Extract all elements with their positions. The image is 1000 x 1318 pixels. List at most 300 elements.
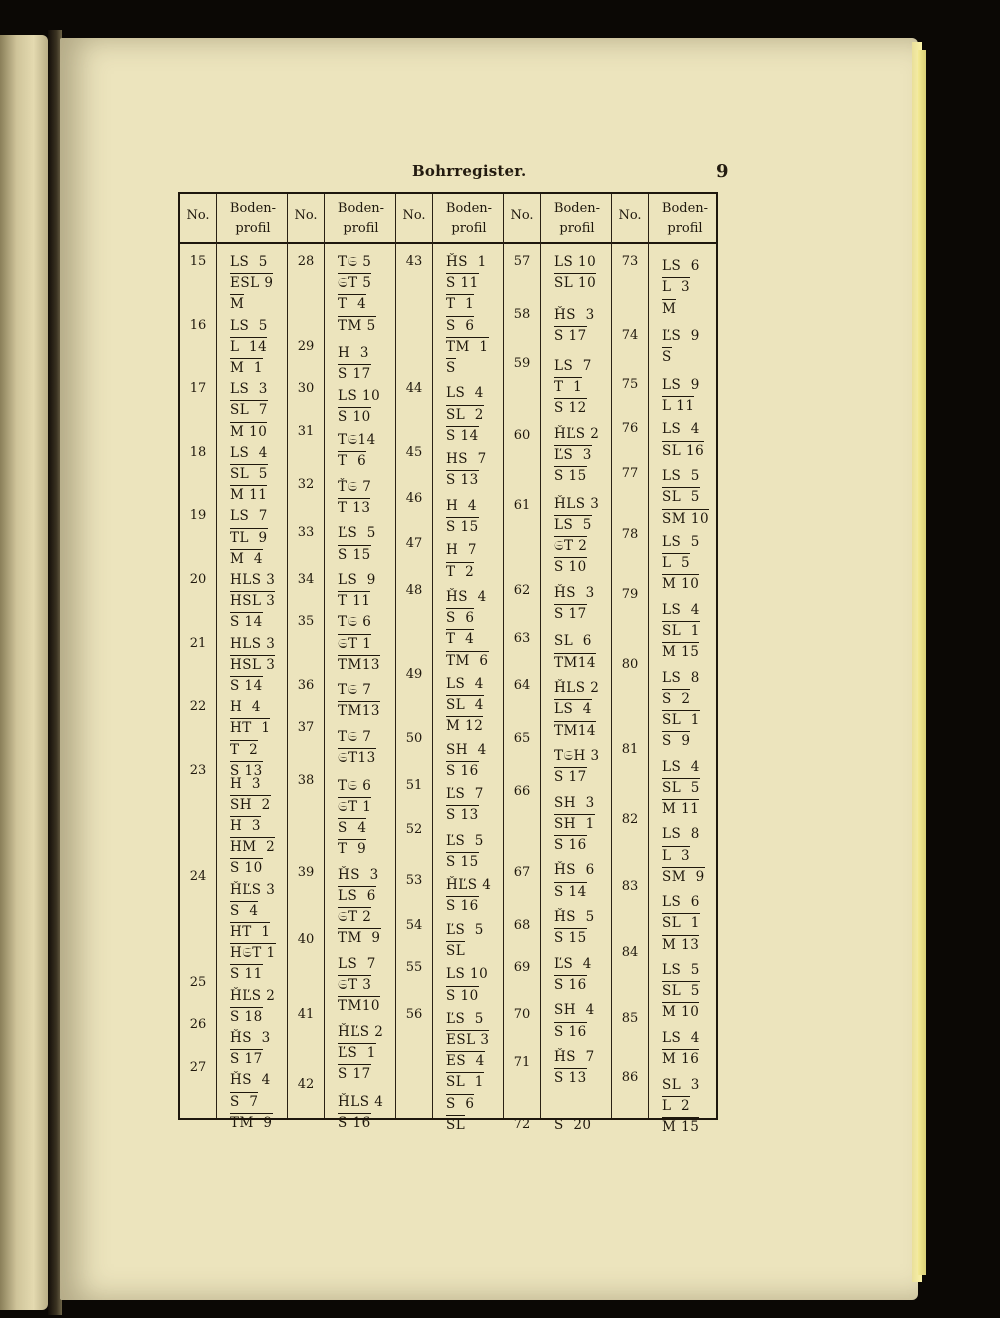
sample-number: 65 [513, 731, 531, 746]
profile-entry [662, 328, 700, 344]
profile-text: ȞĽS 3 [230, 881, 276, 898]
profile-text: S 9 [662, 733, 691, 750]
profile-entry [230, 551, 263, 567]
profile-entry [338, 572, 376, 588]
profile-text: SL [446, 943, 466, 959]
header-no: No. [186, 208, 210, 223]
profile-text: L 3 [662, 279, 691, 296]
profile-text: S 16 [554, 976, 587, 993]
sample-number: 42 [297, 1076, 315, 1092]
profile-entry [338, 909, 371, 925]
profile-text: M 15 [662, 644, 700, 661]
profile-entry [446, 472, 479, 488]
profile-text: LS 7 [554, 357, 592, 374]
profile-text: ĽS 7 [446, 786, 484, 803]
sample-number: 35 [297, 614, 315, 630]
profile-text: S 4 [230, 902, 259, 919]
profile-text: L 2 [662, 1097, 691, 1114]
profile-entry [554, 585, 595, 601]
profile-entry [662, 826, 700, 842]
profile-text: M 4 [230, 550, 263, 567]
profile-entry [554, 748, 600, 764]
profile-entry [662, 1098, 690, 1114]
profile-entry [446, 498, 477, 514]
profile-text: M 13 [662, 936, 700, 953]
header-no: No. [294, 208, 318, 223]
sample-number: 53 [405, 873, 423, 889]
profile-text: S 11 [446, 275, 479, 292]
profile-entry [446, 786, 484, 802]
profile-text: 𝔖T 2 [338, 909, 372, 926]
profile-text: H 7 [446, 542, 477, 559]
profile-text: S 14 [446, 427, 479, 444]
profile-text: LS 10 [446, 966, 489, 983]
profile-entry [338, 432, 376, 448]
profile-entry [446, 564, 474, 580]
profile-entry [338, 682, 371, 698]
profile-entry [662, 349, 672, 365]
profile-entry [230, 445, 268, 461]
profile-text: T 9 [338, 841, 367, 858]
profile-text: ĽS 5 [446, 921, 484, 938]
profile-text: LS 4 [662, 421, 700, 438]
profile-text: M 12 [446, 718, 484, 735]
profile-entry [662, 1051, 699, 1067]
profile-text: S 10 [338, 408, 371, 425]
sample-number: 60 [513, 427, 531, 443]
profile-text: S 13 [446, 472, 479, 489]
sample-number: 39 [297, 864, 315, 880]
profile-entry [230, 839, 275, 855]
sample-number: 48 [405, 582, 423, 598]
sample-number: 70 [513, 1006, 531, 1022]
profile-text: H 3 [230, 775, 261, 792]
sample-number: 21 [189, 635, 207, 651]
profile-text: TL 9 [230, 529, 268, 546]
profile-entry [338, 998, 380, 1014]
sample-number: 24 [189, 868, 207, 884]
header-bodenprofil [432, 199, 506, 239]
sample-number: 20 [189, 572, 207, 587]
sample-number: 37 [297, 720, 315, 736]
sample-number: 55 [405, 959, 423, 975]
profile-text: HLS 3 [230, 572, 276, 588]
profile-entry [446, 1053, 485, 1069]
profile-entry [554, 517, 592, 533]
profile-entry [662, 443, 704, 459]
profile-text: T𝔖 5 [338, 254, 372, 270]
profile-text: LS 6 [338, 887, 376, 904]
column-rule [540, 194, 541, 1118]
profile-text: SL 1 [662, 711, 700, 728]
profile-text: L 14 [230, 338, 268, 355]
profile-entry [230, 776, 261, 792]
profile-text: T𝔖14 [338, 432, 376, 449]
profile-entry [230, 699, 261, 715]
profile-entry [662, 983, 700, 999]
profile-text: T 4 [338, 296, 367, 313]
sample-number: 52 [405, 822, 423, 838]
profile-text: SL 5 [662, 779, 700, 796]
profile-text: TM13 [338, 656, 381, 673]
header-bodenprofil [324, 199, 398, 239]
profile-entry [446, 833, 484, 849]
sample-number: 79 [621, 586, 639, 602]
profile-text: LS 7 [230, 508, 268, 525]
sample-number: 18 [189, 444, 207, 460]
profile-text: S 10 [554, 559, 587, 576]
profile-text: M 11 [230, 487, 268, 504]
profile-text: HS 7 [446, 451, 487, 468]
profile-text: ȞS 3 [554, 307, 595, 323]
profile-text: S 6 [446, 317, 475, 334]
profile-text: LS 3 [230, 381, 268, 398]
profile-entry [662, 1077, 700, 1093]
profile-entry [338, 778, 371, 794]
profile-entry [662, 258, 700, 274]
profile-entry [662, 1030, 700, 1046]
profile-entry [554, 447, 592, 463]
profile-text: S [446, 360, 456, 376]
profile-text: 𝔖T 1 [338, 635, 372, 652]
sample-number: 43 [405, 254, 423, 269]
profile-text: S 7 [230, 1093, 259, 1110]
profile-entry [230, 360, 263, 376]
profile-entry [230, 657, 275, 673]
profile-entry [662, 576, 699, 592]
profile-text: ĽS 1 [338, 1044, 376, 1061]
profile-text: T 6 [338, 453, 367, 470]
profile-text: HLS 3 [230, 635, 276, 652]
sample-number: 75 [621, 376, 639, 392]
profile-entry [230, 818, 261, 834]
sample-number: 73 [621, 254, 639, 269]
profile-text: S 4 [338, 820, 367, 837]
profile-entry [230, 254, 268, 270]
profile-entry [338, 254, 371, 270]
profile-entry [554, 254, 596, 270]
profile-entry [662, 869, 705, 885]
sample-number: 83 [621, 879, 639, 895]
profile-entry [554, 468, 587, 484]
profile-entry [662, 602, 700, 618]
profile-entry [554, 655, 596, 671]
column-rule [648, 194, 649, 1118]
column-rule [216, 194, 217, 1118]
profile-entry [338, 930, 381, 946]
profile-text: SL 1 [446, 1074, 484, 1091]
running-head: Bohrregister. [412, 162, 527, 180]
profile-entry [446, 676, 484, 692]
sample-number: 77 [621, 466, 639, 481]
column-rule [432, 194, 433, 1118]
profile-text: T𝔖H 3 [554, 747, 600, 764]
sample-number: 58 [513, 307, 531, 322]
profile-entry [230, 381, 268, 397]
profile-entry [554, 328, 587, 344]
profile-entry [230, 593, 275, 609]
sample-number: 16 [189, 317, 207, 333]
profile-entry [230, 882, 275, 898]
profile-entry [554, 606, 587, 622]
header-profile-line: profil [343, 221, 379, 236]
profile-entry [338, 1115, 371, 1131]
header-no: No. [510, 208, 534, 223]
profile-entry [338, 820, 366, 836]
profile-entry [446, 610, 474, 626]
profile-text: ȞS 3 [338, 866, 379, 883]
profile-entry [662, 623, 700, 639]
profile-text: S 17 [230, 1051, 263, 1068]
profile-entry [662, 691, 690, 707]
profile-entry [662, 801, 699, 817]
profile-text: TM 1 [446, 338, 489, 355]
profile-text: S 17 [554, 605, 587, 622]
profile-entry [230, 797, 271, 813]
profile-text: SL 5 [662, 489, 700, 506]
profile-text: ȞS 5 [554, 909, 595, 926]
profile-text: ȞS 3 [230, 1029, 271, 1046]
profile-text: SM 9 [662, 868, 705, 885]
profile-text: LS 8 [662, 826, 700, 843]
profile-text: S 16 [446, 898, 479, 915]
profile-entry [230, 614, 263, 630]
profile-entry [338, 479, 371, 495]
profile-entry [230, 636, 275, 652]
profile-entry [662, 1119, 699, 1135]
profile-text: HT 1 [230, 923, 271, 940]
profile-text: 𝔖T 2 [554, 538, 588, 555]
profile-entry [338, 1024, 383, 1040]
profile-entry [338, 275, 371, 291]
profile-text: M 15 [662, 1118, 700, 1135]
sample-number: 28 [297, 254, 315, 269]
profile-text: TM13 [338, 703, 381, 720]
profile-entry [338, 750, 376, 766]
profile-entry [554, 1049, 595, 1065]
header-profile-line: profil [667, 221, 703, 236]
profile-entry [554, 1024, 587, 1040]
profile-text: LS 5 [554, 516, 592, 533]
header-bodenprofil [648, 199, 722, 239]
profile-entry [338, 453, 366, 469]
profile-text: S 16 [338, 1114, 371, 1131]
profile-entry [554, 358, 592, 374]
profile-entry [230, 1051, 263, 1067]
profile-entry [230, 424, 267, 440]
profile-text: M 11 [662, 800, 700, 817]
profile-entry [230, 1030, 271, 1046]
profile-text: M [662, 300, 677, 317]
profile-entry [554, 275, 596, 291]
profile-text: ȞS 1 [446, 254, 487, 270]
profile-text: LS 5 [662, 468, 700, 485]
profile-entry [554, 1117, 592, 1133]
profile-entry [230, 296, 244, 312]
header-profile-line: Boden- [229, 201, 277, 216]
profile-text: T 2 [446, 563, 475, 580]
profile-entry [662, 733, 690, 749]
sample-number: 22 [189, 699, 207, 715]
profile-entry [554, 496, 599, 512]
profile-text: M 10 [662, 576, 700, 593]
profile-text: S 11 [230, 966, 263, 983]
profile-entry [446, 589, 487, 605]
sample-number: 76 [621, 421, 639, 437]
profile-entry [230, 508, 268, 524]
profile-entry [446, 653, 489, 669]
profile-text: SH 3 [554, 794, 595, 811]
profile-entry [446, 385, 484, 401]
profile-entry [338, 841, 366, 857]
profile-text: SH 4 [446, 741, 487, 758]
profile-text: S 16 [446, 762, 479, 779]
profile-entry [446, 898, 479, 914]
profile-text: ĽS 5 [446, 832, 484, 849]
profile-entry [446, 428, 479, 444]
profile-entry [446, 254, 487, 270]
profile-entry [662, 555, 690, 571]
profile-text: T 2 [230, 741, 259, 758]
profile-text: Ť𝔖 7 [338, 478, 372, 495]
profile-entry [338, 593, 370, 609]
profile-entry [554, 884, 587, 900]
profile-entry [554, 977, 587, 993]
profile-text: S 10 [446, 987, 479, 1004]
sample-number: 66 [513, 784, 531, 799]
profile-entry [554, 769, 587, 785]
profile-entry [230, 530, 268, 546]
profile-text: SL 3 [662, 1076, 700, 1093]
profile-entry [554, 400, 587, 416]
profile-entry [338, 799, 371, 815]
profile-text: S 15 [554, 930, 587, 947]
profile-text: SH 1 [554, 815, 595, 832]
profile-text: LS 10 [554, 254, 597, 270]
header-profile-line: profil [235, 221, 271, 236]
profile-entry [230, 742, 258, 758]
profile-entry [338, 956, 376, 972]
profile-text: T 11 [338, 593, 371, 610]
profile-text: S 15 [446, 519, 479, 535]
profile-entry [554, 795, 595, 811]
profile-entry [662, 398, 694, 414]
profile-entry [338, 614, 371, 630]
profile-entry [230, 903, 258, 919]
profile-text: S 17 [338, 366, 371, 383]
profile-text: S 20 [554, 1116, 592, 1133]
profile-text: S 16 [554, 1023, 587, 1040]
profile-entry [662, 301, 676, 317]
page-number: 9 [716, 161, 729, 182]
profile-entry [446, 763, 479, 779]
profile-text: ȞS 6 [554, 862, 595, 879]
profile-entry [446, 943, 465, 959]
profile-text: T𝔖 6 [338, 614, 372, 631]
profile-entry [662, 780, 700, 796]
profile-text: HSL 3 [230, 656, 276, 673]
profile-entry [230, 318, 268, 334]
profile-entry [230, 966, 263, 982]
sample-number: 57 [513, 254, 531, 269]
sample-number: 45 [405, 444, 423, 460]
profile-text: M 10 [662, 1004, 700, 1021]
profile-entry [662, 670, 700, 686]
profile-entry [338, 525, 376, 541]
profile-text: ȞĽS 2 [338, 1023, 384, 1040]
profile-text: S 15 [554, 468, 587, 485]
profile-entry [662, 534, 700, 550]
sample-number: 23 [189, 762, 207, 778]
profile-text: ȞĽS 2 [230, 987, 276, 1004]
sample-number: 78 [621, 527, 639, 543]
sample-number: 26 [189, 1017, 207, 1033]
profile-text: ȞĽS 2 [554, 425, 600, 442]
profile-entry [446, 988, 479, 1004]
profile-text: SL 2 [446, 406, 484, 423]
profile-text: L 11 [662, 398, 695, 415]
header-profile-line: Boden- [661, 201, 709, 216]
profile-entry [230, 466, 268, 482]
profile-text: H 3 [338, 345, 369, 362]
sample-number: 71 [513, 1055, 531, 1071]
profile-text: S 16 [554, 837, 587, 853]
profile-entry [446, 807, 479, 823]
profile-text: 𝔖T 3 [338, 976, 372, 993]
profile-entry [662, 421, 700, 437]
profile-text: TM14 [554, 722, 597, 739]
sample-number: 81 [621, 741, 639, 757]
profile-text: S 2 [662, 690, 691, 707]
profile-entry [554, 680, 599, 696]
sample-number: 51 [405, 777, 423, 793]
profile-text: LS 5 [230, 254, 268, 270]
profile-entry [662, 962, 700, 978]
profile-entry [446, 718, 483, 734]
profile-entry [338, 547, 371, 563]
sample-number: 32 [297, 476, 315, 492]
profile-entry [446, 519, 479, 535]
profile-entry [230, 402, 268, 418]
sample-number: 59 [513, 355, 531, 371]
profile-text: ȞS 4 [230, 1072, 271, 1089]
profile-text: LS 5 [662, 533, 700, 550]
profile-text: LS 4 [662, 758, 700, 775]
profile-text: H 4 [446, 497, 477, 514]
profile-text: ESL 9 [230, 275, 274, 292]
profile-text: TM14 [554, 654, 597, 671]
sample-number: 80 [621, 656, 639, 672]
profile-text: H 3 [230, 817, 261, 834]
profile-entry [446, 296, 474, 312]
profile-text: ȞS 7 [554, 1049, 595, 1065]
profile-text: ȞS 3 [554, 584, 595, 601]
sample-number: 47 [405, 535, 423, 551]
profile-text: S [662, 349, 672, 366]
header-profile-line: Boden- [337, 201, 385, 216]
profile-entry [446, 451, 487, 467]
sample-number: 30 [297, 381, 315, 397]
profile-text: LS 6 [662, 894, 700, 911]
profile-text: M [230, 296, 245, 313]
profile-entry [230, 572, 275, 588]
sample-number: 54 [405, 917, 423, 933]
sample-number: 17 [189, 381, 207, 397]
profile-text: LS 7 [338, 955, 376, 972]
profile-entry [662, 712, 700, 728]
profile-text: T 4 [446, 631, 475, 648]
left-page-edge [0, 35, 48, 1310]
